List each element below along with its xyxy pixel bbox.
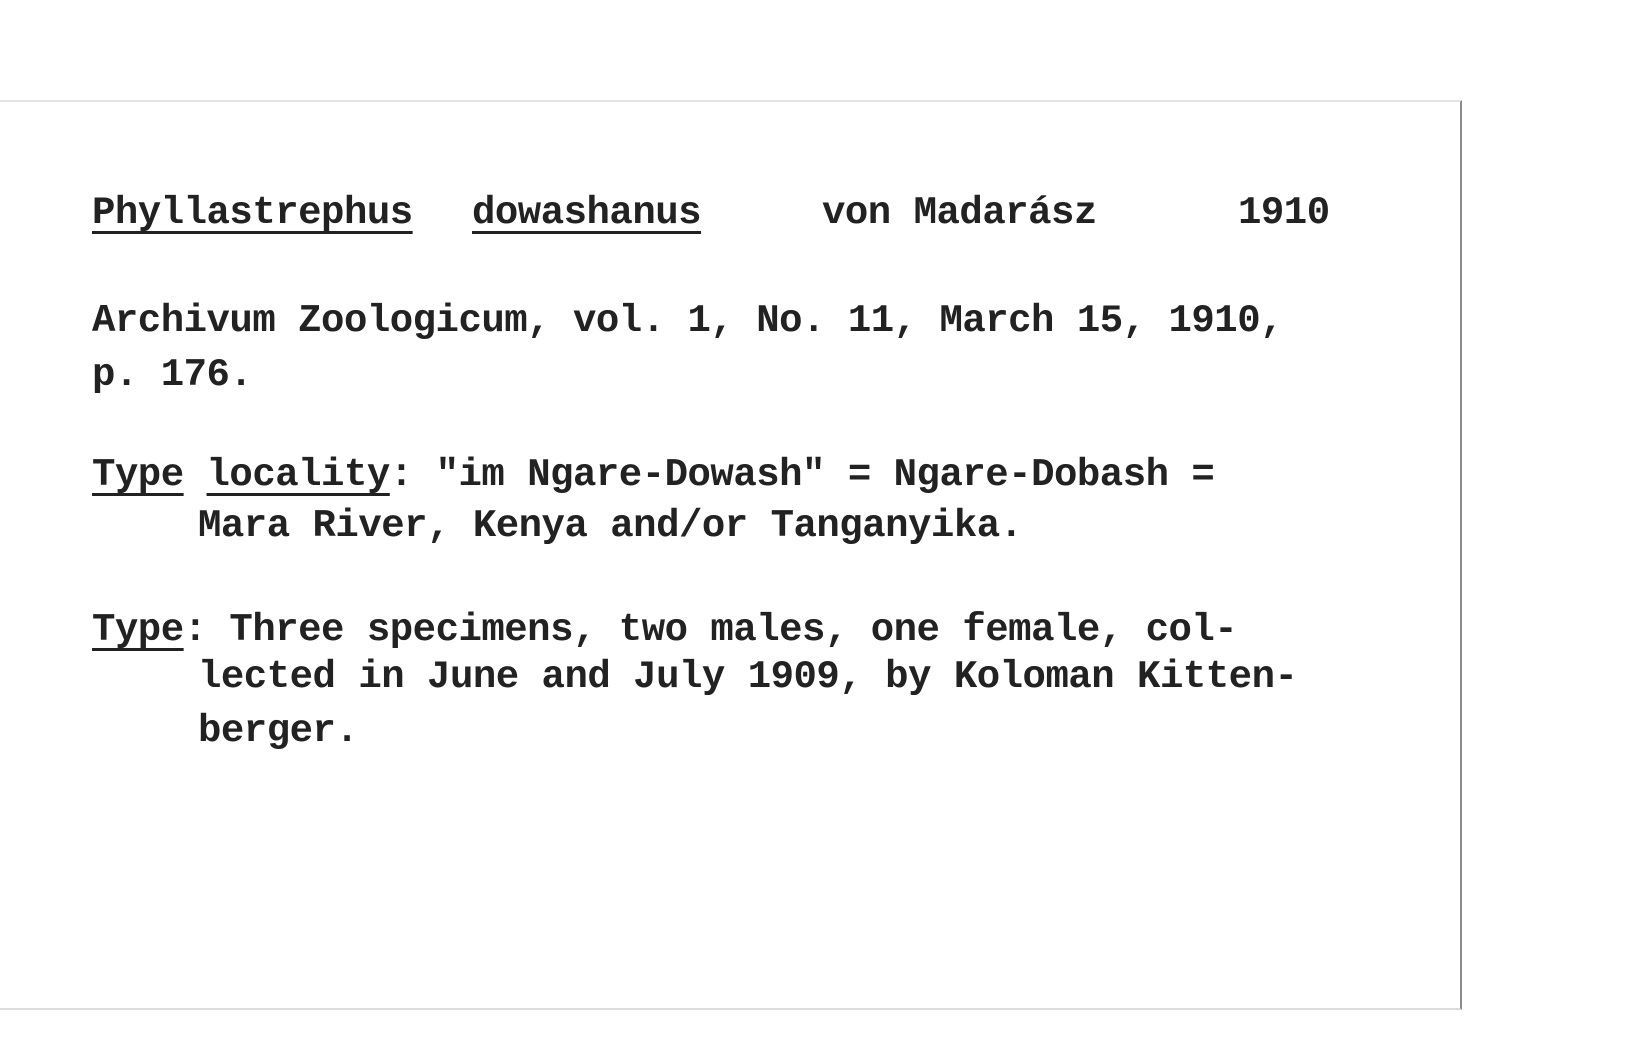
author-name: von Madarász xyxy=(822,191,1097,235)
species-name: dowashanus xyxy=(472,191,702,235)
type-locality-label-word1: Type xyxy=(92,453,184,497)
type-locality-line-1 xyxy=(92,452,1214,498)
genus-name: Phyllastrephus xyxy=(92,191,413,235)
index-card xyxy=(0,100,1462,1010)
type-line-1 xyxy=(92,607,1237,653)
type-text: : Three specimens, two males, one female, col- xyxy=(183,608,1238,652)
type-locality-text: : "im Ngare-Dowash" = Ngare-Dobash = xyxy=(389,453,1215,497)
type-locality-label-word2: locality xyxy=(206,453,390,497)
type-line-2: lected in June and July 1909, by Koloman Kitten- xyxy=(198,655,1298,699)
type-label: Type xyxy=(92,608,184,652)
publication-year: 1910 xyxy=(1238,191,1330,235)
type-locality-line-2: Mara River, Kenya and/or Tanganyika. xyxy=(198,504,1023,548)
type-line-3: berger. xyxy=(198,709,359,753)
reference-line-2: p. 176. xyxy=(92,353,253,397)
reference-line-1: Archivum Zoologicum, vol. 1, No. 11, March 15, 1910, xyxy=(92,299,1283,343)
